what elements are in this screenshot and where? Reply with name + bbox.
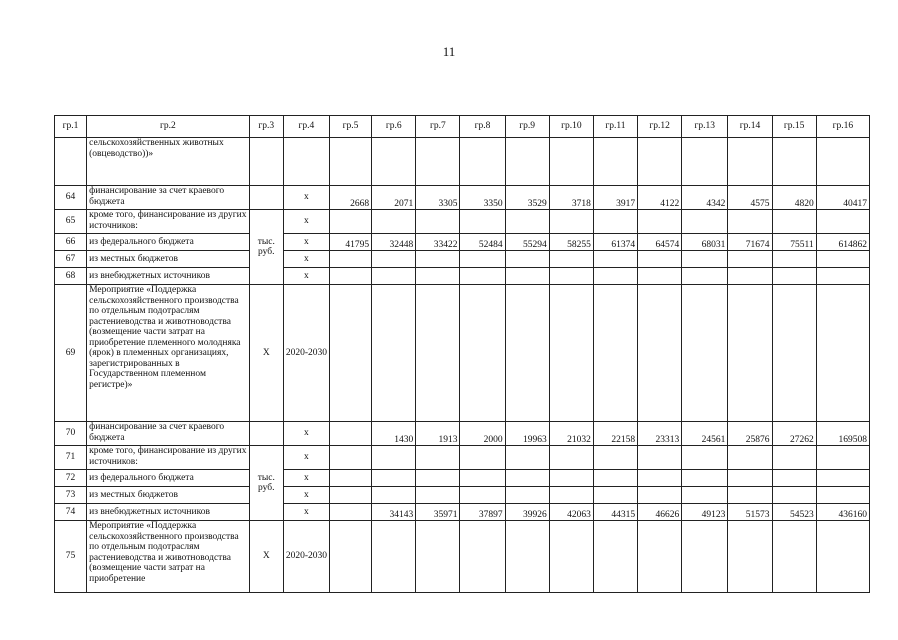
table-row bbox=[55, 251, 870, 268]
value-cell: 51573 bbox=[728, 504, 772, 521]
header-cell: гр.14 bbox=[728, 116, 772, 138]
x-mark: x bbox=[283, 487, 329, 504]
row-number: 75 bbox=[55, 521, 87, 593]
row-number: 72 bbox=[55, 470, 87, 487]
x-mark: X bbox=[249, 521, 283, 593]
value-cell: 3305 bbox=[416, 186, 460, 210]
years-cell: 2020-2030 bbox=[283, 285, 329, 422]
value-cell: 64574 bbox=[638, 234, 682, 251]
table-row bbox=[55, 138, 870, 186]
header-cell: гр.5 bbox=[329, 116, 371, 138]
x-mark: x bbox=[283, 251, 329, 268]
value-cell: 22158 bbox=[593, 422, 637, 446]
row-number: 73 bbox=[55, 487, 87, 504]
value-cell: 41795 bbox=[329, 234, 371, 251]
x-mark: x bbox=[283, 470, 329, 487]
row-label: из внебюджетных источников bbox=[87, 504, 250, 521]
row-number: 67 bbox=[55, 251, 87, 268]
value-cell: 436160 bbox=[816, 504, 869, 521]
table-row bbox=[55, 470, 870, 487]
value-cell: 42063 bbox=[549, 504, 593, 521]
value-cell: 25876 bbox=[728, 422, 772, 446]
value-cell: 34143 bbox=[372, 504, 416, 521]
value-cell: 61374 bbox=[593, 234, 637, 251]
value-cell: 27262 bbox=[772, 422, 816, 446]
table-row bbox=[55, 234, 870, 251]
value-cell: 169508 bbox=[816, 422, 869, 446]
table-row bbox=[55, 210, 870, 234]
row-number: 66 bbox=[55, 234, 87, 251]
value-cell: 37897 bbox=[460, 504, 505, 521]
value-cell: 44315 bbox=[593, 504, 637, 521]
value-cell: 46626 bbox=[638, 504, 682, 521]
x-mark: x bbox=[283, 268, 329, 285]
row-number: 69 bbox=[55, 285, 87, 422]
value-cell: 24561 bbox=[682, 422, 728, 446]
row-label: из местных бюджетов bbox=[87, 487, 250, 504]
value-cell: 3529 bbox=[505, 186, 549, 210]
header-cell: гр.11 bbox=[593, 116, 637, 138]
table-row bbox=[55, 285, 870, 422]
value-cell: 1430 bbox=[372, 422, 416, 446]
value-cell: 2000 bbox=[460, 422, 505, 446]
value-cell bbox=[329, 504, 371, 521]
budget-table bbox=[54, 115, 870, 593]
value-cell: 19963 bbox=[505, 422, 549, 446]
row-number: 71 bbox=[55, 446, 87, 470]
value-cell: 1913 bbox=[416, 422, 460, 446]
value-cell: 23313 bbox=[638, 422, 682, 446]
header-cell: гр.16 bbox=[816, 116, 869, 138]
row-number: 70 bbox=[55, 422, 87, 446]
header-cell: гр.4 bbox=[283, 116, 329, 138]
header-cell: гр.6 bbox=[372, 116, 416, 138]
row-label: из федерального бюджета bbox=[87, 234, 250, 251]
value-cell bbox=[329, 422, 371, 446]
row-label: кроме того, финансирование из других источников: bbox=[87, 446, 250, 470]
value-cell: 614862 bbox=[816, 234, 869, 251]
header-cell: гр.12 bbox=[638, 116, 682, 138]
value-cell: 68031 bbox=[682, 234, 728, 251]
table-row bbox=[55, 487, 870, 504]
row-number: 65 bbox=[55, 210, 87, 234]
value-cell: 52484 bbox=[460, 234, 505, 251]
x-mark: x bbox=[283, 446, 329, 470]
value-cell: 32448 bbox=[372, 234, 416, 251]
table-row bbox=[55, 186, 870, 210]
measure-title: Мероприятие «Поддержка сельскохозяйственного производства по отдельным подотраслям растениеводства и животноводства (возмещение части затрат на приобретение племенного молодняка (ярок) в племенных организациях, зарегистрированных в Государственном племенном регистре)» bbox=[87, 285, 250, 422]
value-cell: 2071 bbox=[372, 186, 416, 210]
row-label: сельскохозяйственных животных (овцеводство))» bbox=[87, 138, 250, 186]
value-cell: 40417 bbox=[816, 186, 869, 210]
table-row bbox=[55, 268, 870, 285]
value-cell: 3350 bbox=[460, 186, 505, 210]
row-number: 64 bbox=[55, 186, 87, 210]
row-label: из внебюджетных источников bbox=[87, 268, 250, 285]
value-cell: 4342 bbox=[682, 186, 728, 210]
value-cell: 3718 bbox=[549, 186, 593, 210]
value-cell: 55294 bbox=[505, 234, 549, 251]
value-cell: 4820 bbox=[772, 186, 816, 210]
header-cell: гр.3 bbox=[249, 116, 283, 138]
value-cell: 4575 bbox=[728, 186, 772, 210]
value-cell: 71674 bbox=[728, 234, 772, 251]
x-mark: x bbox=[283, 504, 329, 521]
page-number: 11 bbox=[442, 44, 456, 59]
header-cell: гр.7 bbox=[416, 116, 460, 138]
measure-title: Мероприятие «Поддержка сельскохозяйственного производства по отдельным подотраслям растениеводства и животноводства (возмещение части затрат на приобретение bbox=[87, 521, 250, 593]
header-cell: гр.15 bbox=[772, 116, 816, 138]
x-mark: x bbox=[283, 210, 329, 234]
value-cell: 49123 bbox=[682, 504, 728, 521]
table-row bbox=[55, 504, 870, 521]
header-cell: гр.1 bbox=[55, 116, 87, 138]
row-label: из местных бюджетов bbox=[87, 251, 250, 268]
value-cell: 35971 bbox=[416, 504, 460, 521]
header-cell: гр.10 bbox=[549, 116, 593, 138]
header-cell: гр.2 bbox=[87, 116, 250, 138]
x-mark: x bbox=[283, 234, 329, 251]
value-cell: 39926 bbox=[505, 504, 549, 521]
x-mark: x bbox=[283, 422, 329, 446]
value-cell: 58255 bbox=[549, 234, 593, 251]
unit-cell: тыс. руб. bbox=[249, 446, 283, 521]
value-cell: 75511 bbox=[772, 234, 816, 251]
x-mark: x bbox=[283, 186, 329, 210]
table-row bbox=[55, 521, 870, 593]
value-cell: 21032 bbox=[549, 422, 593, 446]
value-cell: 54523 bbox=[772, 504, 816, 521]
unit-cell: тыс. руб. bbox=[249, 210, 283, 285]
table-row bbox=[55, 422, 870, 446]
years-cell: 2020-2030 bbox=[283, 521, 329, 593]
row-label: из федерального бюджета bbox=[87, 470, 250, 487]
header-row bbox=[55, 116, 870, 138]
table-row bbox=[55, 446, 870, 470]
row-label: финансирование за счет краевого бюджета bbox=[87, 422, 250, 446]
row-label: кроме того, финансирование из других источников: bbox=[87, 210, 250, 234]
row-label: финансирование за счет краевого бюджета bbox=[87, 186, 250, 210]
header-cell: гр.8 bbox=[460, 116, 505, 138]
row-number: 68 bbox=[55, 268, 87, 285]
x-mark: X bbox=[249, 285, 283, 422]
row-number: 74 bbox=[55, 504, 87, 521]
value-cell: 4122 bbox=[638, 186, 682, 210]
header-cell: гр.13 bbox=[682, 116, 728, 138]
header-cell: гр.9 bbox=[505, 116, 549, 138]
value-cell: 33422 bbox=[416, 234, 460, 251]
value-cell: 3917 bbox=[593, 186, 637, 210]
value-cell: 2668 bbox=[329, 186, 371, 210]
